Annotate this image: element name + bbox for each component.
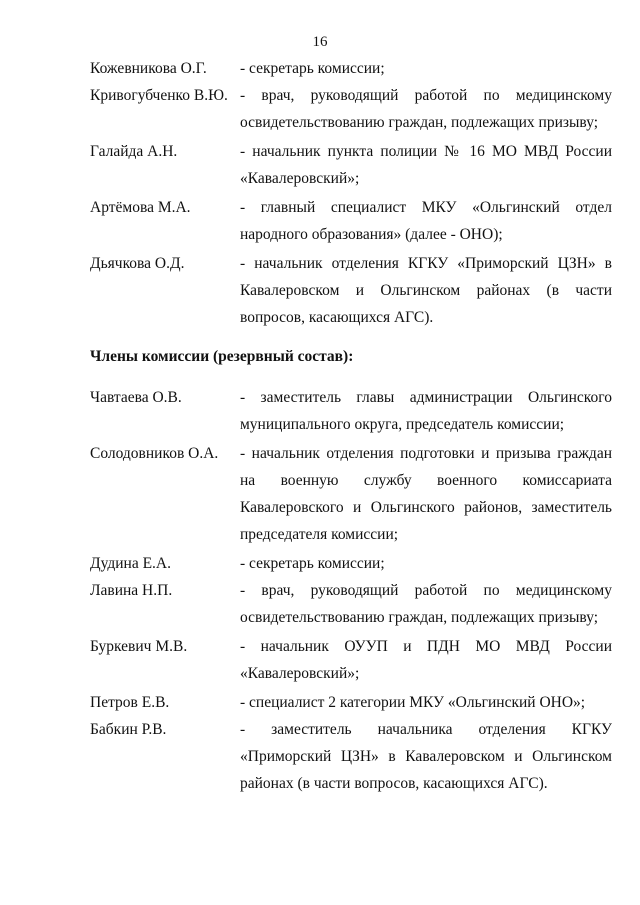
role-line: «Приморский ЦЗН» в Кавалеровском и Ольгинском: [240, 748, 612, 765]
role-line: - секретарь комиссии;: [240, 555, 385, 572]
role-line: - секретарь комиссии;: [240, 60, 385, 77]
member-role: [240, 716, 612, 797]
role-line: - начальник отделения КГКУ «Приморский ЦЗН» в: [240, 255, 612, 272]
role-line: - заместитель начальника отделения КГКУ: [240, 721, 612, 738]
role-line: - врач, руководящий работой по медицинскому: [240, 582, 612, 599]
member-row: [90, 194, 612, 248]
member-name: Лавина Н.П.: [90, 582, 173, 599]
member-role: [240, 384, 612, 438]
member-role: [240, 250, 612, 331]
member-name: Кривогубченко В.Ю.: [90, 87, 228, 104]
role-line: - врач, руководящий работой по медицинскому: [240, 87, 612, 104]
role-line: вопросов, касающихся АГС).: [240, 309, 434, 326]
main-members-list: [90, 55, 612, 331]
role-line: муниципального округа, председатель комиссии;: [240, 416, 565, 433]
role-line: Кавалеровского и Ольгинского районов, заместитель: [240, 499, 612, 516]
member-role: [240, 82, 612, 136]
member-name: Петров Е.В.: [90, 694, 170, 711]
member-role: [240, 138, 612, 192]
member-name: Бабкин Р.В.: [90, 721, 167, 738]
member-role: [240, 440, 612, 548]
role-line: - начальник отделения подготовки и призыва граждан: [240, 445, 612, 462]
member-row: [90, 138, 612, 192]
member-role: [240, 194, 612, 248]
role-line: народного образования» (далее - ОНО);: [240, 226, 503, 243]
member-row: [90, 577, 612, 631]
member-name: Солодовников О.А.: [90, 445, 219, 462]
page-number: 16: [312, 34, 328, 50]
member-row: [90, 82, 612, 136]
member-row: [90, 440, 612, 548]
member-name: Галайда А.Н.: [90, 143, 178, 160]
member-row: [90, 384, 612, 438]
member-name: Дудина Е.А.: [90, 555, 171, 572]
member-row: [90, 250, 612, 331]
member-name: Артёмова М.А.: [90, 199, 191, 216]
member-name: Буркевич М.В.: [90, 638, 188, 655]
role-line: «Кавалеровский»;: [240, 170, 360, 187]
member-name: Чавтаева О.В.: [90, 389, 182, 406]
member-row: [90, 55, 612, 82]
member-role: [240, 55, 612, 82]
role-line: - начальник ОУУП и ПДН МО МВД России: [240, 638, 612, 655]
member-name: Кожевникова О.Г.: [90, 60, 207, 77]
role-line: председателя комиссии;: [240, 526, 399, 543]
role-line: на военную службу военного комиссариата: [240, 472, 612, 489]
role-line: районах (в части вопросов, касающихся АГС).: [240, 775, 548, 792]
member-role: [240, 689, 612, 716]
role-line: - начальник пункта полиции № 16 МО МВД России: [240, 143, 612, 160]
role-line: - главный специалист МКУ «Ольгинский отдел: [240, 199, 612, 216]
role-line: освидетельствованию граждан, подлежащих призыву;: [240, 114, 599, 131]
role-line: «Кавалеровский»;: [240, 665, 360, 682]
member-name: Дьячкова О.Д.: [90, 255, 185, 272]
member-role: [240, 550, 612, 577]
member-row: [90, 633, 612, 687]
reserve-members-list: [90, 384, 612, 797]
reserve-heading: Члены комиссии (резервный состав):: [90, 348, 354, 365]
member-row: [90, 550, 612, 577]
member-row: [90, 716, 612, 797]
role-line: Кавалеровском и Ольгинском районах (в части: [240, 282, 612, 299]
role-line: - специалист 2 категории МКУ «Ольгинский ОНО»;: [240, 694, 586, 711]
member-role: [240, 577, 612, 631]
member-row: [90, 689, 612, 716]
role-line: освидетельствованию граждан, подлежащих призыву;: [240, 609, 599, 626]
role-line: - заместитель главы администрации Ольгинского: [240, 389, 612, 406]
member-role: [240, 633, 612, 687]
